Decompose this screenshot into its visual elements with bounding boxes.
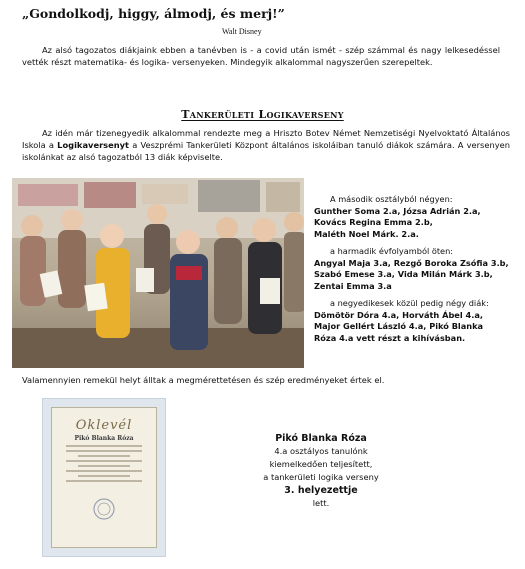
winner-line: kiemelkedően teljesített, xyxy=(269,459,373,469)
third-grade-name: Szabó Emese 3.a, Vida Milán Márk 3.b, xyxy=(314,269,493,279)
certificate-name: Pikó Blanka Róza xyxy=(74,435,134,442)
second-grade-name: Kovács Regina Emma 2.b, xyxy=(314,217,433,227)
section-paragraph-part-a: Az idén már tizenegyedik alkalommal rendezte meg a Hriszto Botev Német Nemzetiségi Nyelvoktató Általános Iskola a xyxy=(22,128,510,150)
section-paragraph xyxy=(22,127,510,163)
fourth-grade-line: Major Gellért László 4.a, Pikó Blanka xyxy=(314,321,484,331)
winner-line: a tankerületi logika verseny xyxy=(263,472,379,482)
group-photo-illustration xyxy=(12,178,304,368)
conclusion-text: Valamennyien remekül helyt álltak a megmérettetésen és szép eredményeket értek el. xyxy=(22,375,385,385)
winner-announcement xyxy=(236,432,406,510)
section-title: Tankerületi Logikaverseny xyxy=(181,108,344,121)
certificate-title: Oklevél xyxy=(75,418,133,433)
fourth-grade-line: Dömötör Dóra 4.a, Horváth Ábel 4.a, xyxy=(314,309,483,320)
intro-paragraph: Az alsó tagozatos diákjaink ebben a tanévben is - a covid után ismét - szép számmal és nagy lelkesedéssel vették részt matematika- és logika- versenyeken. Mindegyik alkalommal nagyszerűen szerepeltek. xyxy=(22,45,500,67)
page-quote: „Gondolkodj, higgy, álmodj, és merj!” xyxy=(22,6,285,21)
third-grade-name: Angyal Maja 3.a, Rezgő Boroka Zsófia 3.b, xyxy=(314,257,509,268)
group-photo xyxy=(12,178,304,368)
certificate-image xyxy=(42,398,166,557)
second-grade-name: Maléth Noel Márk. 2.a. xyxy=(314,228,419,239)
section-paragraph-bold: Logikaversenyt xyxy=(57,140,130,150)
quote-author: Walt Disney xyxy=(222,27,262,36)
third-grade-intro: a harmadik évfolyamból öten: xyxy=(330,246,454,256)
third-grade-name: Zentai Emma 3.a xyxy=(314,280,392,291)
fourth-grade-line: Róza 4.a vett részt a kihívásban. xyxy=(314,332,466,343)
certificate-seal-icon xyxy=(84,496,124,522)
fourth-grade-intro: a negyedikesek közül pedig négy diák: xyxy=(330,298,489,308)
second-grade-intro: A második osztályból négyen: xyxy=(330,194,453,204)
section-paragraph-part-c: a Veszprémi Tankerületi Központ általános iskoláiban tanuló diákok számára. A versenyen iskolánkat az alsó tagozatból 13 diák képviselte. xyxy=(22,140,510,162)
winner-name: Pikó Blanka Róza xyxy=(275,433,367,444)
winner-place: 3. helyezettje xyxy=(284,485,358,496)
second-grade-name: Gunther Soma 2.a, Józsa Adrián 2.a, xyxy=(314,205,481,216)
participant-roster xyxy=(314,194,519,344)
winner-class: 4.a osztályos tanulónk xyxy=(274,446,368,456)
winner-line: lett. xyxy=(312,498,330,508)
certificate-frame xyxy=(51,407,157,548)
